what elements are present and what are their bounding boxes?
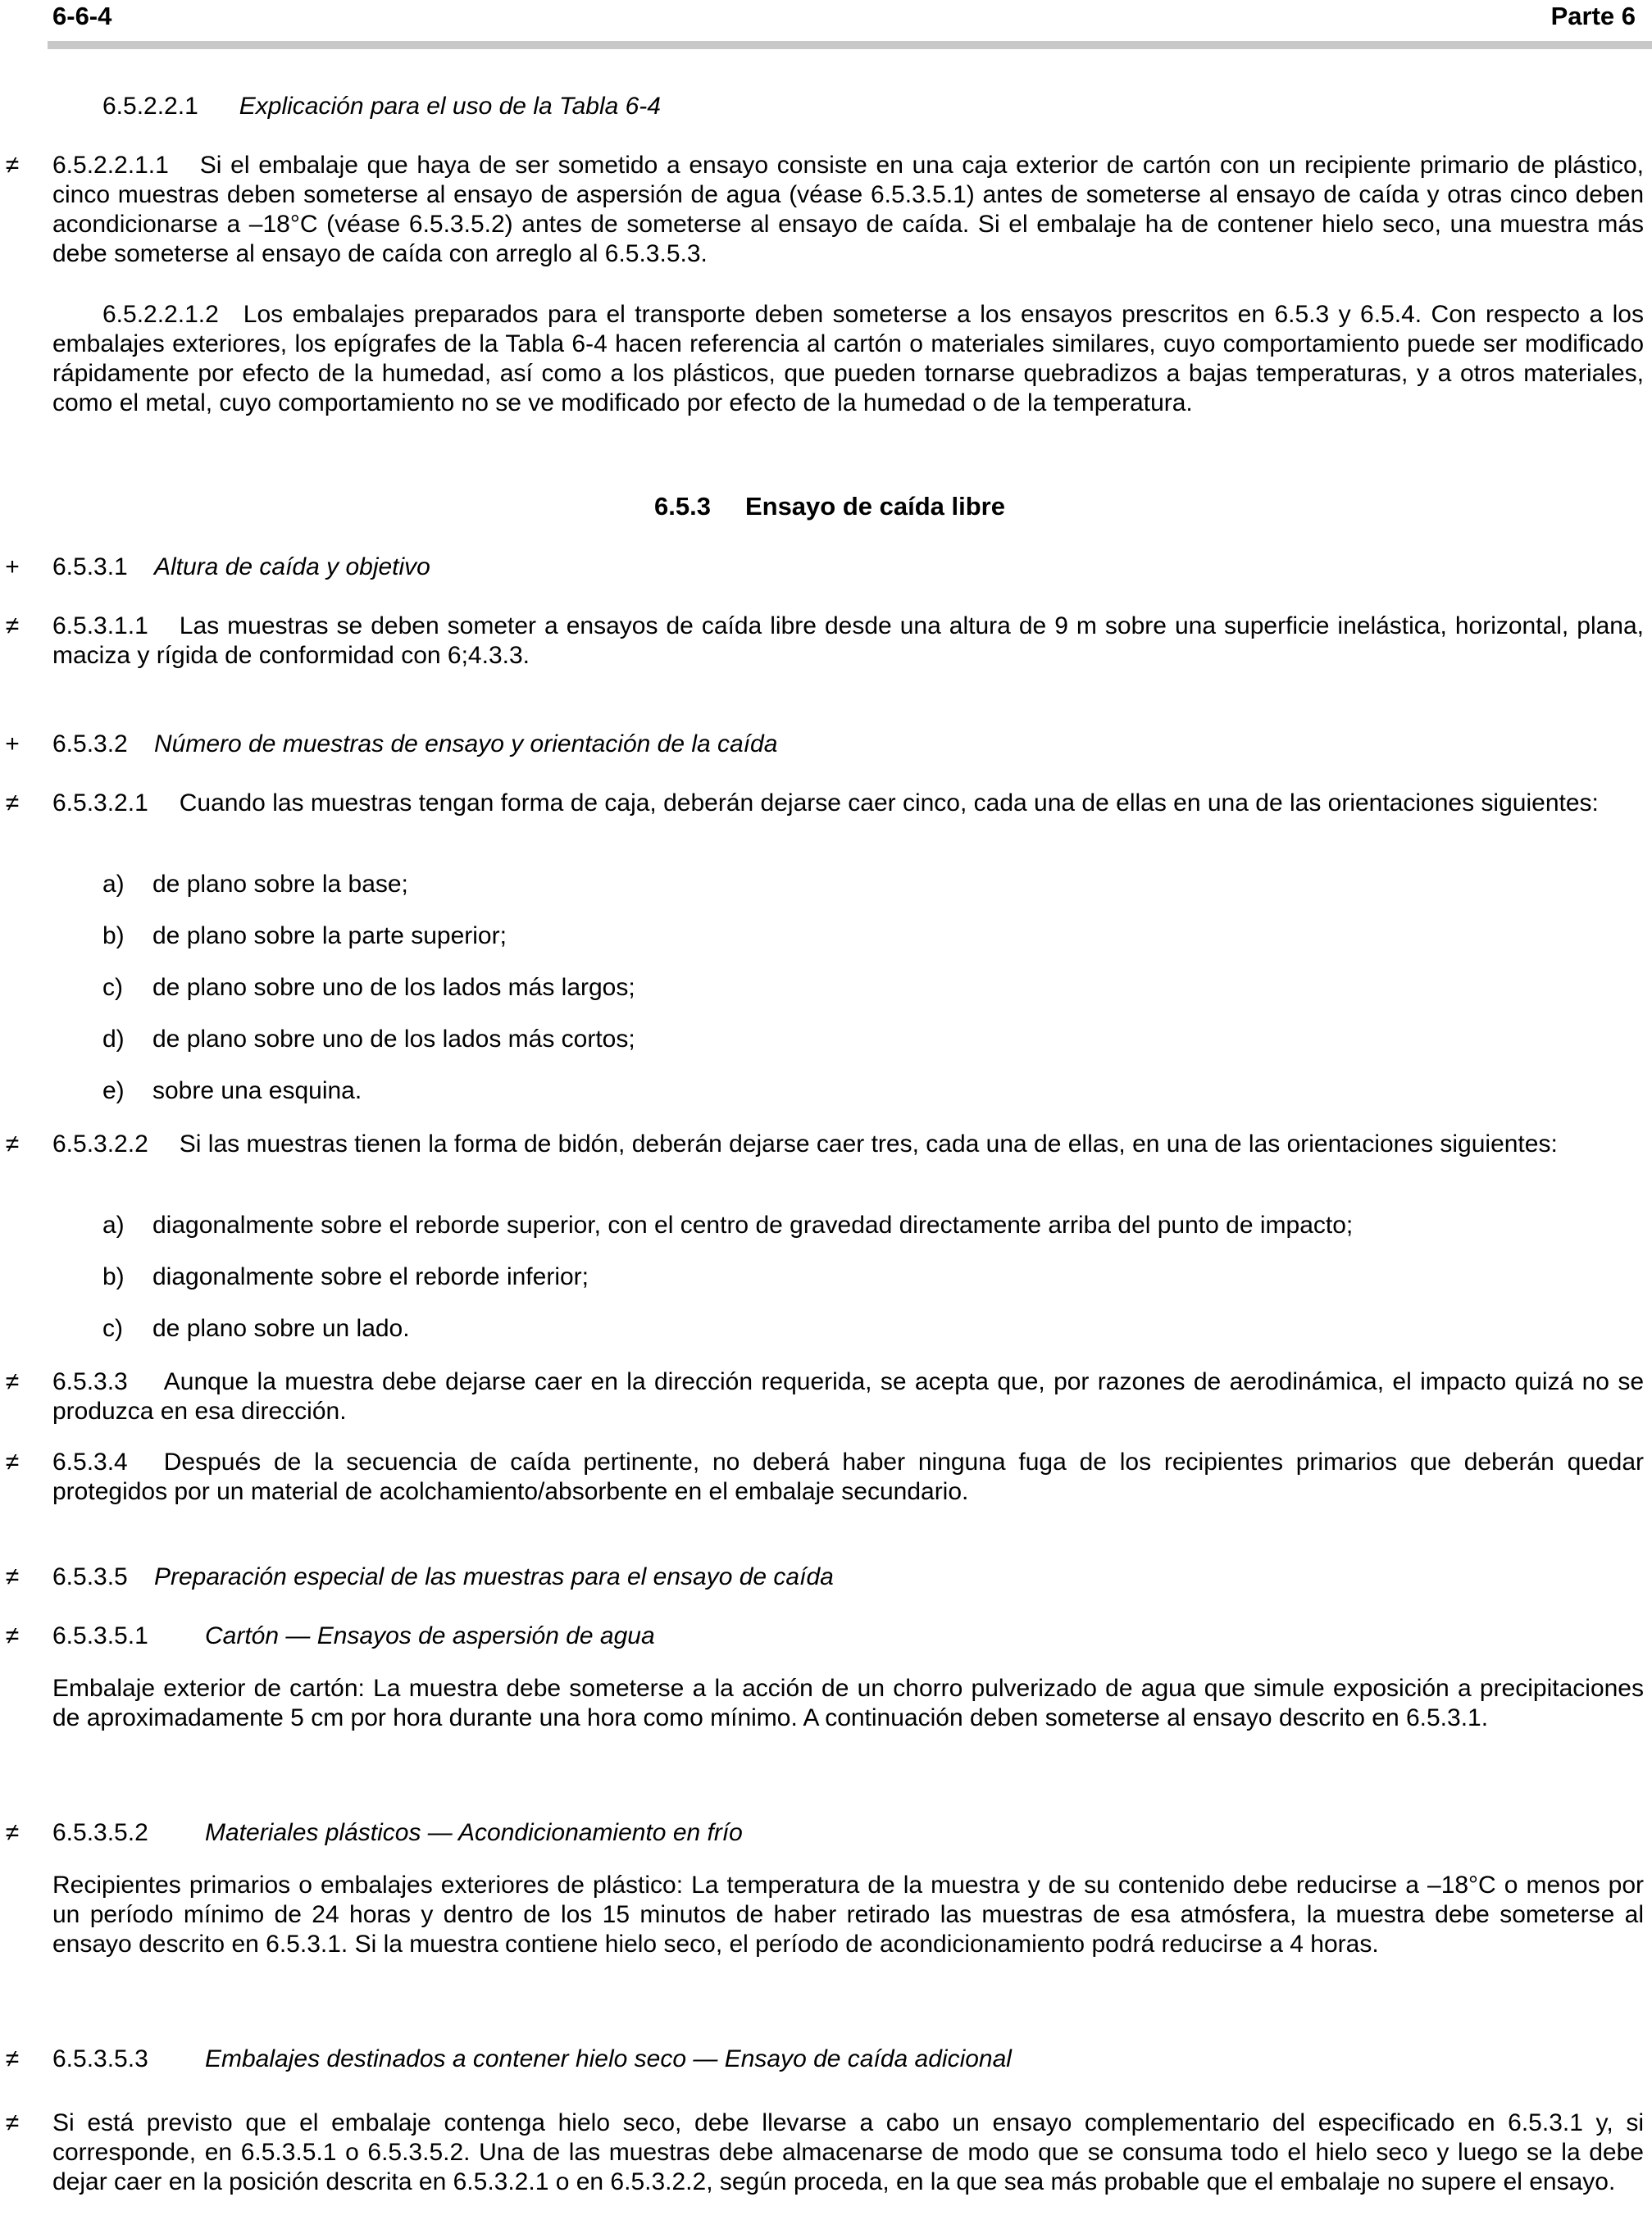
paragraph-text: Aunque la muestra debe dejarse caer en la dirección requerida, se acepta que, por razones de aerodinámica, el impacto quizá no se produzca en esa dirección. — [52, 1368, 1644, 1425]
subsection-heading-6-5-3-5-1 — [52, 1622, 1644, 1651]
paragraph-text: Embalaje exterior de cartón: La muestra debe someterse a la acción de un chorro pulverizado de agua que simule exposición a precipitaciones de aproximadamente 5 cm por hora durante una hora como mínimo. A continuación deben someterse al ensayo descrito en 6.5.3.1. — [52, 1675, 1644, 1731]
paragraph-text: Recipientes primarios o embalajes exteriores de plástico: La temperatura de la muestra y de su contenido debe reducirse a –18°C o menos por un período mínimo de 24 horas y dentro de los 15 minutos de haber retirado las muestras de esa atmósfera, la muestra debe someterse al ensayo descrito en 6.5.3.1. Si la muestra contiene hielo seco, el período de acondicionamiento podrá reducirse a 4 horas. — [52, 1872, 1644, 1958]
heading-number: 6.5.3.5.1 — [52, 1622, 148, 1649]
list-item: b) diagonalmente sobre el reborde inferior; — [102, 1263, 589, 1290]
subsection-heading-6-5-3-5-3 — [52, 2045, 1644, 2074]
paragraph-text: Si las muestras tienen la forma de bidón, deberán dejarse caer tres, cada una de ellas, en una de las orientaciones siguientes: — [179, 1130, 1558, 1158]
paragraph-6-5-2-2-1-2 — [52, 300, 1644, 418]
heading-number: 6.5.2.2.1 — [102, 93, 198, 120]
list-item: c) de plano sobre un lado. — [102, 1315, 410, 1342]
heading-title: Embalajes destinados a contener hielo seco — Ensayo de caída adicional — [205, 2045, 1012, 2072]
change-mark-neq: ≠ — [5, 1130, 20, 1158]
change-mark-neq: ≠ — [5, 1368, 20, 1395]
subsection-heading-6-5-3-1 — [52, 553, 1644, 582]
paragraph-text: Cuando las muestras tengan forma de caja, deberán dejarse caer cinco, cada una de ellas en una de las orientaciones siguientes: — [179, 789, 1599, 817]
paragraph-6-5-3-1-1 — [52, 612, 1644, 671]
change-mark-plus: + — [5, 553, 20, 580]
paragraph-number: 6.5.3.4 — [52, 1449, 128, 1476]
subsection-heading-6-5-3-2 — [52, 730, 1644, 759]
heading-title: Altura de caída y objetivo — [154, 553, 430, 580]
change-mark-neq: ≠ — [5, 789, 20, 817]
heading-title: Preparación especial de las muestras para el ensayo de caída — [154, 1563, 834, 1590]
change-mark-plus: + — [5, 730, 20, 757]
paragraph-6-5-2-2-1-1 — [52, 151, 1644, 269]
subsection-heading-6-5-2-2-1 — [102, 92, 1652, 121]
change-mark-neq: ≠ — [5, 612, 20, 639]
section-heading-6-5-3 — [654, 492, 1005, 521]
paragraph-text: Si está previsto que el embalaje contenga hielo seco, debe llevarse a cabo un ensayo complementario del especificado en 6.5.3.1 y, si corresponde, en 6.5.3.5.1 o 6.5.3.5.2. Una de las muestras debe almacenarse de modo que se consuma todo el hielo seco y luego se la debe dejar caer en la posición descrita en 6.5.3.2.1 o en 6.5.3.2.2, según proceda, en la que sea más probable que el embalaje no supere el ensayo. — [52, 2109, 1644, 2195]
list-item: a) de plano sobre la base; — [102, 871, 408, 898]
list-item: b) de plano sobre la parte superior; — [102, 922, 507, 949]
paragraph-6-5-3-5-2-body — [52, 1871, 1644, 1959]
heading-number: 6.5.3.2 — [52, 730, 128, 757]
paragraph-6-5-3-5-3-body — [52, 2108, 1644, 2197]
paragraph-6-5-3-2-2 — [52, 1130, 1644, 1159]
heading-number: 6.5.3.1 — [52, 553, 128, 580]
list-item: e) sobre una esquina. — [102, 1077, 362, 1104]
heading-title: Cartón — Ensayos de aspersión de agua — [205, 1622, 655, 1649]
change-mark-neq: ≠ — [5, 2109, 20, 2136]
page-number: 6-6-4 — [52, 2, 112, 30]
section-title: Ensayo de caída libre — [744, 492, 1005, 521]
paragraph-text: Si el embalaje que haya de ser sometido a ensayo consiste en una caja exterior de cartón con un recipiente primario de plástico, cinco muestras deben someterse al ensayo de aspersión de agua (véase 6.5.3.5.1) antes de someterse al ensayo de caída y otras cinco deben acondicionarse a –18°C (véase 6.5.3.5.2) antes de someterse al ensayo de caída. Si el embalaje ha de contener hielo seco, una muestra más debe someterse al ensayo de caída con arreglo al 6.5.3.5.3. — [52, 152, 1644, 267]
header-rule — [48, 41, 1652, 49]
paragraph-6-5-3-2-1 — [52, 789, 1644, 818]
change-mark-neq: ≠ — [5, 2045, 20, 2072]
change-mark-neq: ≠ — [5, 152, 20, 179]
change-mark-neq: ≠ — [5, 1819, 20, 1846]
subsection-heading-6-5-3-5-2 — [52, 1818, 1644, 1848]
list-item: c) de plano sobre uno de los lados más largos; — [102, 974, 635, 1001]
paragraph-number: 6.5.2.2.1.2 — [102, 301, 219, 328]
subsection-heading-6-5-3-5 — [52, 1563, 1644, 1592]
heading-number: 6.5.3.5 — [52, 1563, 128, 1590]
paragraph-number: 6.5.3.3 — [52, 1368, 128, 1395]
change-mark-neq: ≠ — [5, 1563, 20, 1590]
paragraph-6-5-3-3 — [52, 1367, 1644, 1426]
paragraph-number: 6.5.3.1.1 — [52, 612, 148, 639]
paragraph-number: 6.5.3.2.2 — [52, 1130, 148, 1158]
paragraph-number: 6.5.2.2.1.1 — [52, 152, 169, 179]
paragraph-text: Los embalajes preparados para el transporte deben someterse a los ensayos prescritos en 6.5.3 y 6.5.4. Con respecto a los embalajes exteriores, los epígrafes de la Tabla 6-4 hacen referencia al cartón o materiales similares, cuyo comportamiento puede ser modificado rápidamente por efecto de la humedad, así como a los plásticos, que pueden tornarse quebradizos a bajas temperaturas, y a otros materiales, como el metal, cuyo comportamiento no se ve modificado por efecto de la humedad o de la temperatura. — [52, 301, 1644, 416]
list-item: a) diagonalmente sobre el reborde superior, con el centro de gravedad directamente arriba del punto de impacto; — [102, 1212, 1354, 1239]
list-item: d) de plano sobre uno de los lados más cortos; — [102, 1026, 635, 1053]
change-mark-neq: ≠ — [5, 1449, 20, 1476]
heading-title: Materiales plásticos — Acondicionamiento en frío — [205, 1819, 743, 1846]
paragraph-text: Las muestras se deben someter a ensayos de caída libre desde una altura de 9 m sobre una superficie inelástica, horizontal, plana, maciza y rígida de conformidad con 6;4.3.3. — [52, 612, 1644, 669]
paragraph-6-5-3-5-1-body — [52, 1674, 1644, 1733]
section-number: 6.5.3 — [654, 492, 711, 521]
paragraph-text: Después de la secuencia de caída pertinente, no deberá haber ninguna fuga de los recipientes primarios que deberán quedar protegidos por un material de acolchamiento/absorbente en el embalaje secundario. — [52, 1449, 1644, 1505]
part-label: Parte 6 — [1550, 2, 1636, 30]
paragraph-number: 6.5.3.2.1 — [52, 789, 148, 817]
heading-number: 6.5.3.5.2 — [52, 1819, 148, 1846]
change-mark-neq: ≠ — [5, 1622, 20, 1649]
heading-title: Número de muestras de ensayo y orientación de la caída — [154, 730, 778, 757]
heading-number: 6.5.3.5.3 — [52, 2045, 148, 2072]
heading-title: Explicación para el uso de la Tabla 6-4 — [239, 93, 661, 120]
paragraph-6-5-3-4 — [52, 1448, 1644, 1507]
